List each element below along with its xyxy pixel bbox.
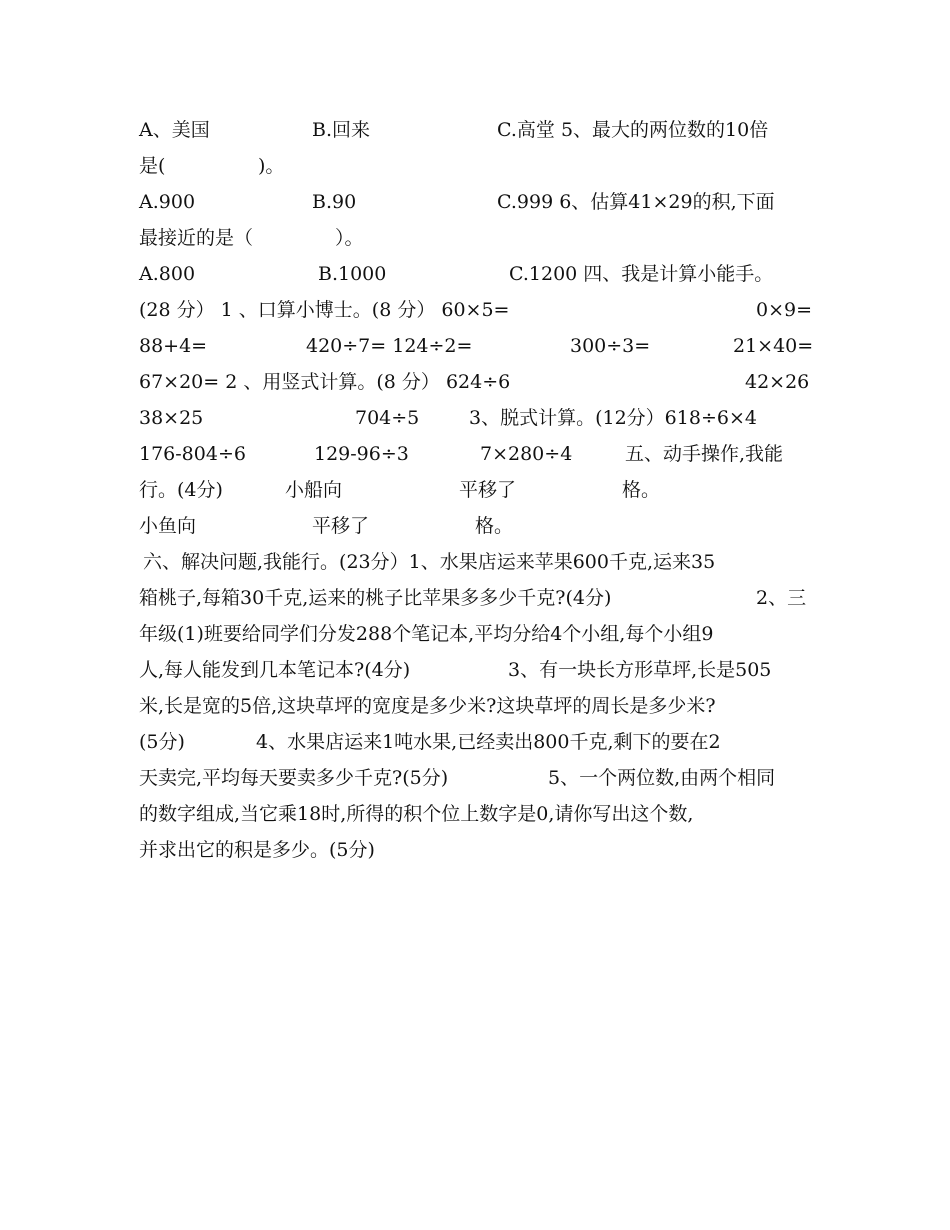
text-segment: 最接近的是（ — [139, 227, 254, 249]
text-segment: 米,长是宽的5倍,这块草坪的宽度是多少米?这块草坪的周长是多少米? — [139, 695, 716, 717]
text-segment: 五、动手操作,我能 — [625, 443, 784, 465]
text-line — [0, 508, 950, 544]
text-segment: 平移了 — [312, 515, 370, 537]
text-line — [0, 796, 950, 832]
text-segment: 并求出它的积是多少。(5分) — [139, 839, 375, 861]
text-segment: 300÷3= — [570, 335, 651, 357]
text-segment: 176-804÷6 — [139, 443, 246, 465]
text-segment: 21×40= — [733, 335, 814, 357]
text-segment: 0×9= — [756, 299, 813, 321]
text-segment: 人,每人能发到几本笔记本?(4分) — [139, 659, 411, 681]
text-line — [0, 832, 950, 868]
text-segment: 行。(4分) — [139, 479, 223, 501]
text-segment: ）。 — [335, 227, 364, 249]
text-line — [0, 544, 950, 580]
text-line — [0, 616, 950, 652]
text-segment: 天卖完,平均每天要卖多少千克?(5分) — [139, 767, 449, 789]
text-line — [0, 328, 950, 364]
text-segment: 4、水果店运来1吨水果,已经卖出800千克,剩下的要在2 — [256, 731, 721, 753]
text-segment: (5分) — [139, 731, 185, 753]
text-segment: 的数字组成,当它乘18时,所得的积个位上数字是0,请你写出这个数, — [139, 803, 694, 825]
text-line — [0, 292, 950, 328]
text-line — [0, 400, 950, 436]
text-segment: )。 — [258, 155, 285, 177]
text-line — [0, 724, 950, 760]
text-line — [0, 256, 950, 292]
text-segment: 7×280÷4 — [480, 443, 573, 465]
text-segment: 格。 — [622, 479, 661, 501]
text-segment: A.800 — [139, 263, 196, 285]
text-segment: B.1000 — [318, 263, 387, 285]
text-segment: 平移了 — [459, 479, 517, 501]
text-segment: A.900 — [139, 191, 196, 213]
text-line — [0, 364, 950, 400]
text-segment: 六、解决问题,我能行。(23分）1、水果店运来苹果600千克,运来35 — [143, 551, 716, 573]
text-segment: 是( — [139, 155, 166, 177]
text-segment: 年级(1)班要给同学们分发288个笔记本,平均分给4个小组,每个小组9 — [139, 623, 714, 645]
text-segment: 5、一个两位数,由两个相同 — [548, 767, 776, 789]
text-segment: C.1200 四、我是计算小能手。 — [509, 263, 774, 285]
text-line — [0, 760, 950, 796]
text-segment: 88+4= — [139, 335, 208, 357]
text-segment: 箱桃子,每箱30千克,运来的桃子比苹果多多少千克?(4分) — [139, 587, 612, 609]
text-segment: B.回来 — [312, 119, 371, 141]
text-segment: 格。 — [475, 515, 514, 537]
text-segment: 小船向 — [285, 479, 343, 501]
text-segment: 小鱼向 — [139, 515, 197, 537]
text-segment: C.高堂 5、最大的两位数的10倍 — [497, 119, 769, 141]
text-line — [0, 580, 950, 616]
text-line — [0, 112, 950, 148]
text-segment: A、美国 — [139, 119, 210, 141]
text-segment: 704÷5 — [355, 407, 420, 429]
text-segment: 420÷7= 124÷2= — [306, 335, 473, 357]
text-segment: C.999 6、估算41×29的积,下面 — [497, 191, 775, 213]
text-segment: 129-96÷3 — [314, 443, 409, 465]
text-segment: 67×20= 2 、用竖式计算。(8 分） 624÷6 — [139, 371, 511, 393]
text-line — [0, 652, 950, 688]
text-line — [0, 184, 950, 220]
text-line — [0, 148, 950, 184]
text-segment: 2、三 — [756, 587, 807, 609]
text-segment: 42×26 — [745, 371, 810, 393]
text-segment: 3、有一块长方形草坪,长是505 — [508, 659, 772, 681]
text-segment: B.90 — [312, 191, 357, 213]
text-line — [0, 220, 950, 256]
text-line — [0, 688, 950, 724]
text-segment: 3、脱式计算。(12分）618÷6×4 — [469, 407, 757, 429]
text-line — [0, 472, 950, 508]
text-line — [0, 436, 950, 472]
text-segment: (28 分） 1 、口算小博士。(8 分） 60×5= — [139, 299, 510, 321]
text-segment: 38×25 — [139, 407, 204, 429]
